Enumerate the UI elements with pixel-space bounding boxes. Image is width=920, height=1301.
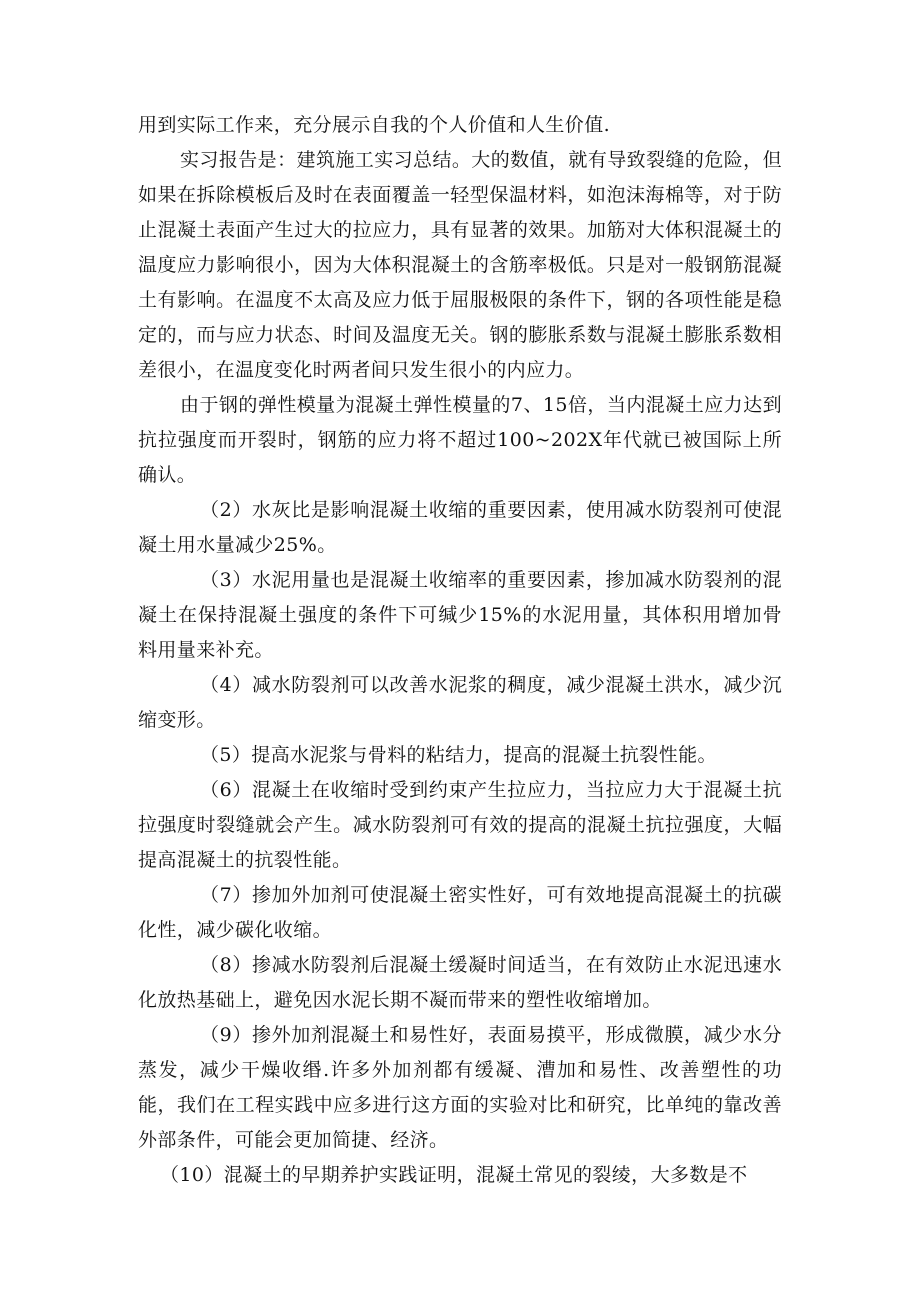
paragraph-item-9: （9）掺外加剂混凝土和易性好，表面易摸平，形成微膜，减少水分蒸发，减少干燥收缗.许多外加剂都有缓凝、漕加和易性、改善塑性的功能，我们在工程实践中应多进行这方面的实验对比和研究，比单纯的靠改善外部条件，可能会更加简捷、经济。 (138, 1024, 782, 1151)
paragraph-item-7: （7）掺加外加剂可使混凝土密实性好，可有效地提高混凝土的抗碳化性，减少碳化收缩。 (138, 884, 782, 941)
paragraph-item-3: （3）水泥用量也是混凝土收缩率的重要因素，掺加减水防裂剂的混凝土在保持混凝土强度的条件下可缄少15%的水泥用量，其体积用增加骨料用量来补充。 (138, 569, 782, 661)
paragraph-item-5: （5）提高水泥浆与骨料的粘结力，提高的混凝土抗裂性能。 (200, 744, 717, 766)
paragraph-item-8: （8）掺减水防裂剂后混凝土缓凝时间适当，在有效防止水泥迅速水化放热基础上，避免因水泥长期不凝而带来的塑性收缩增加。 (138, 954, 782, 1011)
paragraph-item-2: （2）水灰比是影响混凝土收缩的重要因素，使用减水防裂剂可使混凝土用水量减少25%。 (138, 499, 782, 556)
paragraph-item-10: （10）混凝土的早期养护实践证明，混凝土常见的裂绫，大多数是不 (160, 1164, 748, 1186)
paragraph-item-4: （4）减水防裂剂可以改善水泥浆的稠度，减少混凝土洪水，减少沉缩变形。 (138, 674, 782, 731)
paragraph-steel-modulus: 由于钢的弹性模量为混凝土弹性模量的7、15倍，当内混凝土应力达到抗拉强度而开裂时，钢筋的应力将不超过100~202X年代就已被国际上所确认。 (138, 394, 782, 486)
paragraph-continuation: 用到实际工作来，充分展示自我的个人价值和人生价值. (138, 114, 611, 136)
paragraph-item-6: （6）混凝土在收缩时受到约束产生拉应力，当拉应力大于混凝土抗拉强度时裂缝就会产生。减水防裂剂可有效的提高的混凝土抗拉强度，大幅提高混凝土的抗裂性能。 (138, 779, 782, 871)
paragraph-internship-report: 实习报告是：建筑施工实习总结。大的数值，就有导致裂缝的危险，但如果在拆除模板后及时在表面覆盖一轻型保温材料，如泡沫海棉等，对于防止混凝土表面产生过大的拉应力，具有显著的效果。加筋对大体积混凝土的温度应力影响很小，因为大体积混凝土的含筋率极低。只是对一般钢筋混凝土有影响。在温度不太高及应力低于屈服极限的条件下，钢的各项性能是稳定的，而与应力状态、时间及温度无关。钢的膨胀系数与混凝土膨胀系数相差很小，在温度变化时两者间只发生很小的内应力。 (138, 149, 782, 381)
